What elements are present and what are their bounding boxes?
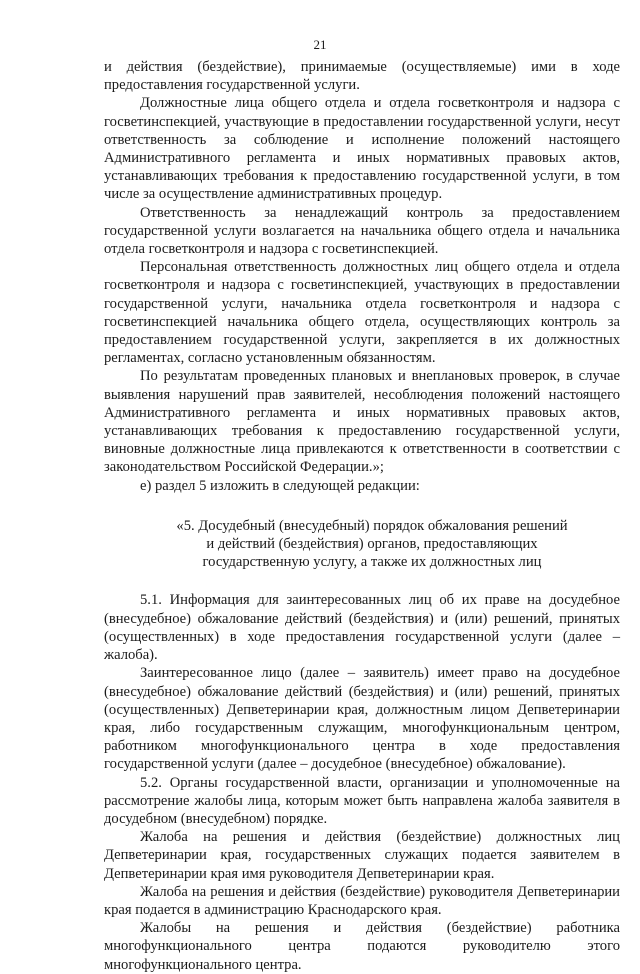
- section-heading-line: государственную услугу, а также их должностных лиц: [202, 554, 542, 571]
- section-heading-line: и действий (бездействия) органов, предоставляющих: [206, 536, 538, 553]
- paragraph-continuation: и действия (бездействие), принимаемые (осуществляемые) ими в ходе предоставления государственной услуги.: [104, 59, 620, 94]
- page-number: 21: [313, 37, 327, 52]
- paragraph-complaint-mfc: Жалобы на решения и действия (бездействие) работника многофункционального центра подаются руководителю этого многофункционального центра.: [104, 920, 620, 973]
- paragraph-5-2: 5.2. Органы государственной власти, организации и уполномоченные на рассмотрение жалобы лица, которым может быть направлена жалоба заявителя в досудебном (внесудебном) порядке.: [104, 774, 620, 827]
- paragraph-complaint-head: Жалоба на решения и действия (бездействие) руководителя Депветеринарии края подается в администрацию Краснодарского края.: [104, 883, 620, 918]
- paragraph-personal-responsibility: Персональная ответственность должностных лиц общего отдела и отдела госветконтроля и надзора с госветинспекцией, участвующих в предоставлении государственной услуги, начальника отдела госветконтроля и надзора с госветинспекцией начальника общего отдела, осуществляющих контроль за предоставлением государственной услуги, закрепляется в их должностных регламентах, согласно установленным обязанностям.: [104, 259, 620, 367]
- paragraph-section-amendment: е) раздел 5 изложить в следующей редакции:: [140, 477, 420, 494]
- paragraph-5-1: 5.1. Информация для заинтересованных лиц об их праве на досудебное (внесудебное) обжалование действий (бездействия) и (или) решений, принятых (осуществленных) в ходе предоставления государственной услуги (далее – жалоба).: [104, 592, 620, 664]
- section-heading: [104, 517, 620, 572]
- document-body: [104, 58, 620, 974]
- paragraph-officials-responsibility: Должностные лица общего отдела и отдела госветконтроля и надзора с госветинспекцией, участвующие в предоставлении государственной услуги, несут ответственность за соблюдение и исполнение положений настоящего Административного регламента и иных нормативных правовых актов, устанавливающих требования к предоставлению государственной услуги, в том числе за осуществление административных процедур.: [104, 95, 620, 203]
- section-heading-line: «5. Досудебный (внесудебный) порядок обжалования решений: [176, 517, 568, 534]
- paragraph-complaint-officials: Жалоба на решения и действия (бездействие) должностных лиц Депветеринарии края, государственных служащих подается заявителем в Депветеринарии края имя руководителя Депветеринарии края.: [104, 829, 620, 882]
- paragraph-inspection-results: По результатам проведенных плановых и внеплановых проверок, в случае выявления нарушений прав заявителей, несоблюдения положений настоящего Административного регламента и иных нормативных правовых актов, устанавливающих требования к предоставлению государственной услуги, виновные должностные лица привлекаются к ответственности в соответствии с законодательством Российской Федерации.»;: [104, 368, 620, 476]
- paragraph-applicant-right: Заинтересованное лицо (далее – заявитель) имеет право на досудебное (внесудебное) обжалование действий (бездействия) и (или) решений, принятых (осуществленных) Депветеринарии края, должностным лицом Депветеринарии края, либо государственным служащим, многофункциональным центром, работником многофункционального центра в ходе предоставления государственной услуги (далее – досудебное (внесудебное) обжалование).: [104, 665, 620, 773]
- paragraph-control-responsibility: Ответственность за ненадлежащий контроль за предоставлением государственной услуги возлагается на начальника общего отдела и начальника отдела госветконтроля и надзора с госветинспекцией.: [104, 204, 620, 258]
